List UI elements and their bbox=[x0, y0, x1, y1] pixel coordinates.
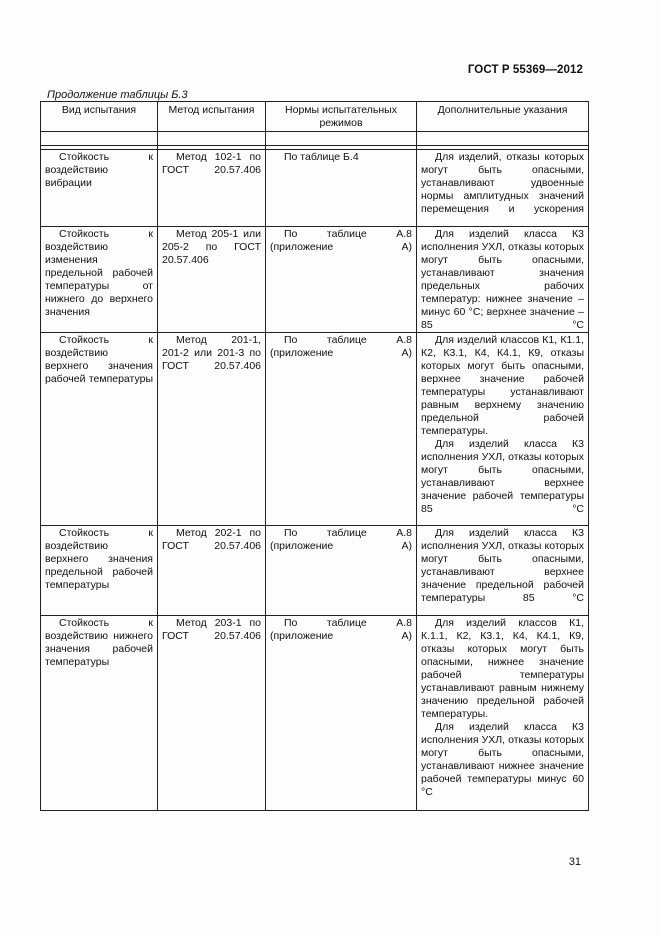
table-caption: Продолжение таблицы Б.3 bbox=[47, 89, 188, 101]
table-row bbox=[41, 616, 589, 811]
table-row bbox=[41, 227, 589, 333]
cell-norms: По таблице А.8 (приложение А) bbox=[266, 333, 417, 526]
table-row bbox=[41, 150, 589, 227]
cell-test-type: Стойкость к воздействию верхнего значения предельной рабочей температуры bbox=[41, 526, 158, 616]
cell-notes: Для изделий класса К3 исполнения УХЛ, отказы которых могут быть опасными, устанавливают верхнее значение предельной рабочей температуры 85 °С bbox=[417, 526, 589, 616]
column-header-notes: Дополнительные указания bbox=[417, 102, 589, 132]
cell-norms: По таблице А.8 (приложение А) bbox=[266, 526, 417, 616]
cell-norms: По таблице А.8 (приложение А) bbox=[266, 616, 417, 811]
column-number-row bbox=[41, 132, 589, 146]
column-header-test-type: Вид испытания bbox=[41, 102, 158, 132]
cell-notes: Для изделий, отказы которых могут быть опасными, устанавливают удвоенные нормы амплитудных значений перемещения и ускорения bbox=[417, 150, 589, 227]
cell-method: Метод 205-1 или 205-2 по ГОСТ 20.57.406 bbox=[158, 227, 266, 333]
cell-notes: Для изделий классов К1, К1.1, К2, К3.1, К4, К4.1, К9, отказы которых могут быть опасными, верхнее значение рабочей температуры устанавливают равным верхнему значению предельной рабочей температуры. Для изделий класса К3 исполнения УХЛ, отказы которых могут быть опасными, устанавливают верхнее значение рабочей температуры 85 °С bbox=[417, 333, 589, 526]
cell-test-type: Стойкость к воздействию верхнего значения рабочей температуры bbox=[41, 333, 158, 526]
cell-norms: По таблице Б.4 bbox=[266, 150, 417, 227]
column-header-test-norms: Нормы испытательных режимов bbox=[266, 102, 417, 132]
table-row bbox=[41, 526, 589, 616]
cell-method: Метод 202-1 по ГОСТ 20.57.406 bbox=[158, 526, 266, 616]
cell-notes: Для изделий класса К3 исполнения УХЛ, отказы которых могут быть опасными, устанавливают значения предельных рабочих температур: нижнее значение – минус 60 °С; верхнее значение – 85 °С bbox=[417, 227, 589, 333]
cell-method: Метод 201-1, 201-2 или 201-3 по ГОСТ 20.57.406 bbox=[158, 333, 266, 526]
cell-test-type: Стойкость к воздействию изменения предельной рабочей температуры от нижнего до верхнего значения bbox=[41, 227, 158, 333]
cell-test-type: Стойкость к воздействию вибрации bbox=[41, 150, 158, 227]
document-code: ГОСТ Р 55369—2012 bbox=[467, 64, 583, 76]
page-number: 31 bbox=[568, 856, 581, 868]
table-header-row bbox=[41, 102, 589, 132]
cell-test-type: Стойкость к воздействию нижнего значения рабочей температуры bbox=[41, 616, 158, 811]
column-header-test-method: Метод испытания bbox=[158, 102, 266, 132]
cell-notes: Для изделий классов К1, К.1.1, К2, К3.1, К4, К4.1, К9, отказы которых могут быть опасными, нижнее значение рабочей температуры устанавливают равным нижнему значению предельной рабочей температуры. Для изделий класса К3 исполнения УХЛ, отказы которых могут быть опасными, устанавливают нижнее значение рабочей температуры минус 60 °С bbox=[417, 616, 589, 811]
requirements-table bbox=[40, 101, 589, 811]
cell-norms: По таблице А.8 (приложение А) bbox=[266, 227, 417, 333]
cell-method: Метод 203-1 по ГОСТ 20.57.406 bbox=[158, 616, 266, 811]
cell-method: Метод 102-1 по ГОСТ 20.57.406 bbox=[158, 150, 266, 227]
table-row bbox=[41, 333, 589, 526]
